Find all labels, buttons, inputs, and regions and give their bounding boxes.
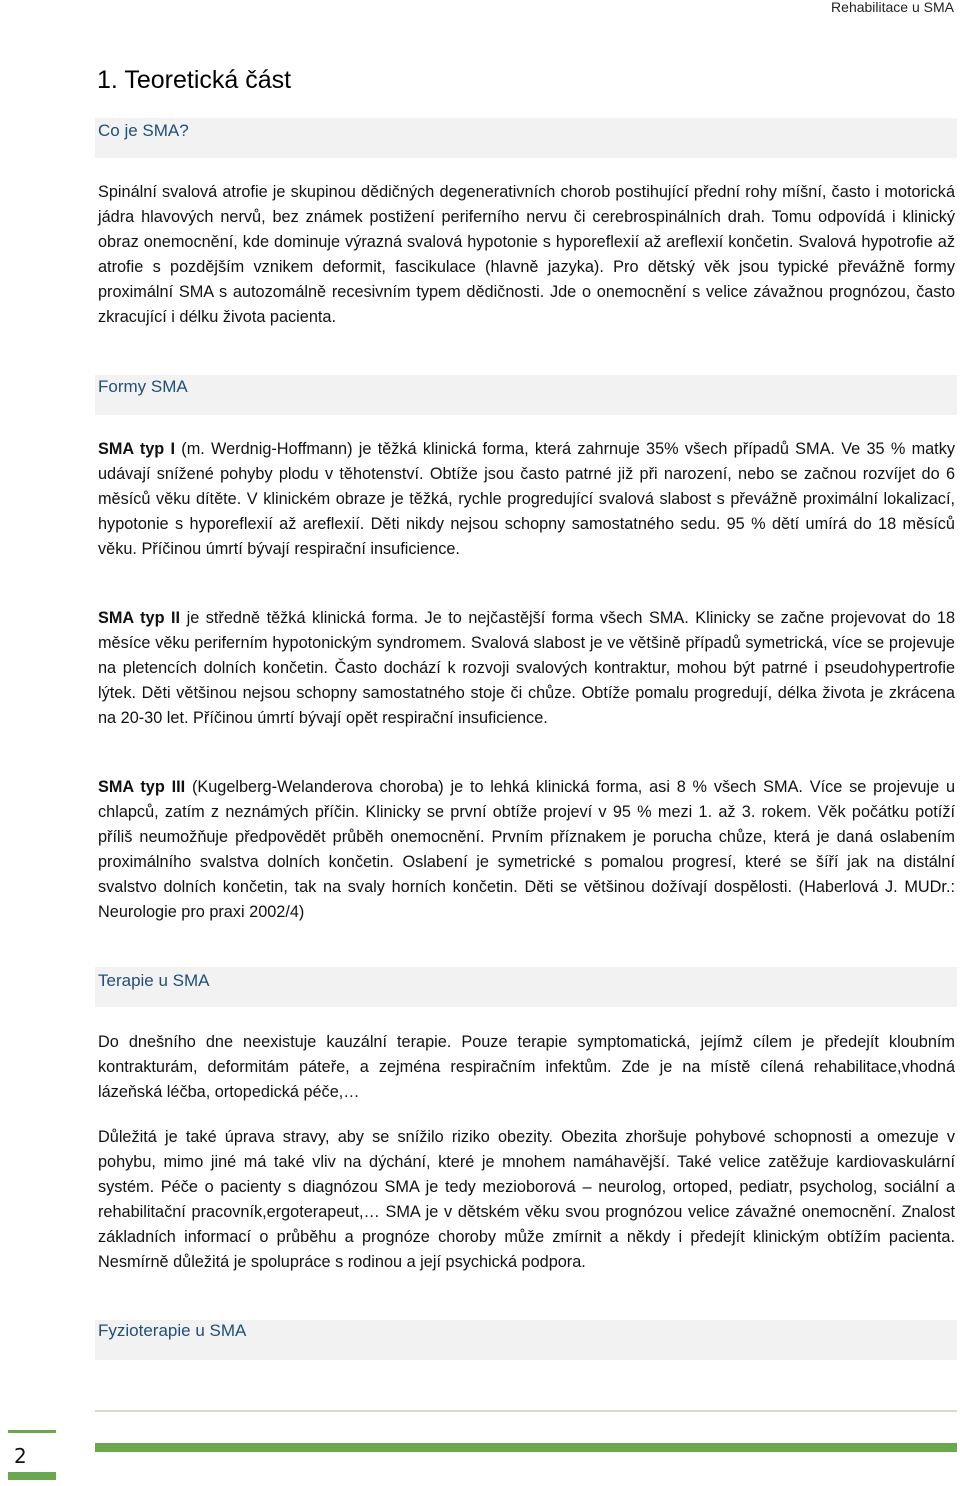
footer-accent-band (95, 1443, 957, 1452)
page-number: 2 (14, 1444, 27, 1468)
paragraph-sma-typ-3 (98, 775, 955, 926)
heading-terapie: Terapie u SMA (98, 971, 210, 990)
label-sma-typ-1: SMA typ I (98, 440, 176, 458)
paragraph-co-je-sma: Spinální svalová atrofie je skupinou dědičných degenerativních chorob postihující přední rohy míšní, často i motorická jádra hlavových nervů, bez známek postižení periferního nervu či cerebrospinálních drah. Tomu odpovídá i klinický obraz onemocnění, kde dominuje výrazná svalová hypotonie s hyporeflexií až areflexií končetin. Svalová hypotrofie až atrofie s pozdějším vznikem deformit, fascikulace (hlavně jazyka). Pro dětský věk jsou typické převážně formy proximální SMA s autozomálně recesivním typem dědičnosti. Jde o onemocnění s velice závažnou prognózou, často zkracující i délku života pacienta. (98, 183, 955, 327)
paragraph-terapie-2: Důležitá je také úprava stravy, aby se snížilo riziko obezity. Obezita zhoršuje pohybové schopnosti a omezuje v pohybu, mimo jiné má také vliv na dýchání, které je mnohem namáhavější. Také velice zatěžuje kardiovaskulární systém. Péče o pacienty s diagnózou SMA je tedy mezioborová – neurolog, ortoped, pediatr, psycholog, sociální a rehabilitační pracovník,ergoterapeut,… SMA je v dětském věku svou prognózou velice závažné onemocnění. Znalost základních informací o průběhu a prognóze choroby může zmírnit a někdy i předejít klinickým obtížím pacienta. Nesmírně důležitá je spolupráce s rodinou a její psychická podpora. (98, 1128, 955, 1272)
footer-separator (95, 1410, 957, 1412)
heading-fyzioterapie: Fyzioterapie u SMA (98, 1321, 247, 1340)
section-band-formy-sma (95, 375, 957, 415)
paragraph-sma-typ-2 (98, 606, 955, 731)
paragraph-terapie-1: Do dnešního dne neexistuje kauzální terapie. Pouze terapie symptomatická, jejímž cílem je předejít kloubním kontrakturám, deformitám páteře, a zejména respiračním infektům. Zde je na místě cílená rehabilitace,vhodná lázeňská léčba, ortopedická péče,… (98, 1033, 955, 1102)
text-sma-typ-3: (Kugelberg-Welanderova choroba) je to lehká klinická forma, asi 8 % všech SMA. Více se projevuje u chlapců, zatím z neznámých příčin. Klinicky se první obtíže projeví v 95 % mezi 1. až 3. rokem. Věk počátku potíží příliš neumožňuje předpovědět průběh onemocnění. Prvním příznakem je porucha chůze, která je daná oslabením proximálního svalstva dolních končetin. Oslabení je symetrické s pomalou progresí, které se šíří jak na distální svalstvo dolních končetin, tak na svaly horních končetin. Děti se většinou dožívají dospělosti. (Haberlová J. MUDr.: Neurologie pro praxi 2002/4) (98, 778, 955, 922)
label-sma-typ-3: SMA typ III (98, 778, 186, 796)
page-number-mark-top (8, 1430, 56, 1433)
text-sma-typ-1: (m. Werdnig-Hoffmann) je těžká klinická forma, která zahrnuje 35% všech případů SMA. Ve 35 % matky udávají snížené pohyby plodu v těhotenství. Obtíže jsou často patrné již při narození, nebo se začnou rozvíjet do 6 měsíců věku dítěte. V klinickém obraze je těžká, rychle progredující svalová slabost s převážně proximální lokalizací, hypotonie s hyporeflexií až areflexií. Děti nikdy nejsou schopny samostatného sedu. 95 % dětí umírá do 18 měsíců věku. Příčinou úmrtí bývají respirační insuficience. (98, 440, 955, 559)
heading-formy-sma: Formy SMA (98, 377, 188, 396)
label-sma-typ-2: SMA typ II (98, 609, 181, 627)
running-header: Rehabilitace u SMA (831, 0, 954, 15)
heading-co-je-sma: Co je SMA? (98, 121, 189, 140)
chapter-title: 1. Teoretická část (97, 66, 292, 94)
section-band-terapie (95, 967, 957, 1007)
section-band-co-je-sma (95, 118, 957, 158)
paragraph-sma-typ-1 (98, 437, 955, 562)
text-sma-typ-2: je středně těžká klinická forma. Je to nejčastější forma všech SMA. Klinicky se začne projevovat do 18 měsíce věku periferním hypotonickým syndromem. Svalová slabost je ve většině případů symetrická, více se projevuje na pletencích dolních končetin. Často dochází k rozvoji svalových kontraktur, mohou být patrné i pseudohypertrofie lýtek. Děti většinou nejsou schopny samostatného stoje či chůze. Obtíže pomalu progredují, délka života je zkrácena na 20-30 let. Příčinou úmrtí bývají opět respirační insuficience. (98, 609, 955, 728)
page-number-mark-bottom (8, 1472, 56, 1480)
